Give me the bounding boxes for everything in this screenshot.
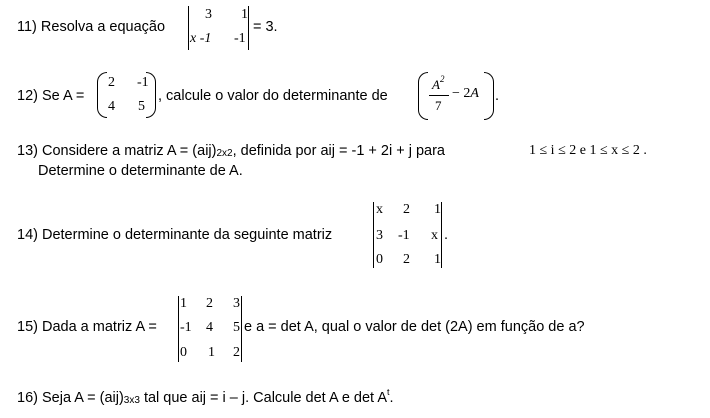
q14-cell: 1	[434, 252, 441, 267]
paren-left	[418, 72, 428, 120]
q15-cell: 4	[206, 320, 213, 335]
q12-text: 12) Se A =	[17, 88, 85, 104]
q15-cell: 3	[233, 296, 240, 311]
q14-cell: 0	[376, 252, 383, 267]
det-bar-left	[188, 6, 189, 50]
q12-text-mid: , calcule o valor do determinante de	[158, 88, 388, 104]
q14-cell: x	[431, 228, 438, 243]
q11-cell: 1	[241, 7, 248, 22]
q14-text: 14) Determine o determinante da seguinte matriz	[17, 227, 333, 243]
q15-cell: 2	[206, 296, 213, 311]
q15-cell: 5	[233, 320, 240, 335]
det-bar-left	[178, 296, 179, 362]
q12-cell: -1	[137, 75, 149, 90]
det-bar-right	[241, 296, 242, 362]
q12-cell: 4	[108, 99, 115, 114]
q15-cell: 2	[233, 345, 240, 360]
fraction-line	[429, 95, 449, 96]
paren-right	[484, 72, 494, 120]
q11-cell: -1	[234, 31, 246, 46]
q13-condition: 1 ≤ i ≤ 2 e 1 ≤ x ≤ 2 .	[529, 143, 647, 158]
q11-tail: = 3.	[253, 19, 278, 35]
q15-tail: e a = det A, qual o valor de det (2A) em função de a?	[244, 319, 585, 335]
paren-left	[97, 72, 107, 118]
q14-tail: .	[444, 227, 449, 243]
q11-text: 11) Resolva a equação	[17, 19, 166, 35]
q12-cell: 5	[138, 99, 145, 114]
q15-cell: 1	[208, 345, 215, 360]
q13-line2: Determine o determinante de A.	[38, 163, 243, 179]
q15-cell: 0	[180, 345, 187, 360]
q15-cell: -1	[180, 320, 192, 335]
q12-tail: .	[495, 88, 500, 104]
det-bar-right	[441, 202, 442, 268]
paren-right	[146, 72, 156, 118]
q14-cell: 3	[376, 228, 383, 243]
fraction-numerator: $A^2$	[432, 74, 445, 92]
q14-cell: -1	[398, 228, 410, 243]
q12-expr-tail: − 2A	[452, 86, 479, 101]
q15-text: 15) Dada a matriz A =	[17, 319, 157, 335]
det-bar-right	[248, 6, 249, 50]
q14-cell: 2	[403, 252, 410, 267]
det-bar-left	[373, 202, 374, 268]
q15-cell: 1	[180, 296, 187, 311]
fraction-denominator: 7	[435, 98, 442, 113]
q14-cell: 2	[403, 202, 410, 217]
q11-cell: x -1	[190, 31, 212, 46]
q12-cell: 2	[108, 75, 115, 90]
q14-cell: x	[376, 202, 383, 217]
q13-line1: 13) Considere a matriz A = (aij)2x2, definida por aij = -1 + 2i + j para	[17, 143, 445, 159]
q14-cell: 1	[434, 202, 441, 217]
q11-cell: 3	[205, 7, 212, 22]
q16-text: 16) Seja A = (aij)3x3 tal que aij = i – j. Calcule det A e $\det A^t$.	[17, 387, 394, 406]
